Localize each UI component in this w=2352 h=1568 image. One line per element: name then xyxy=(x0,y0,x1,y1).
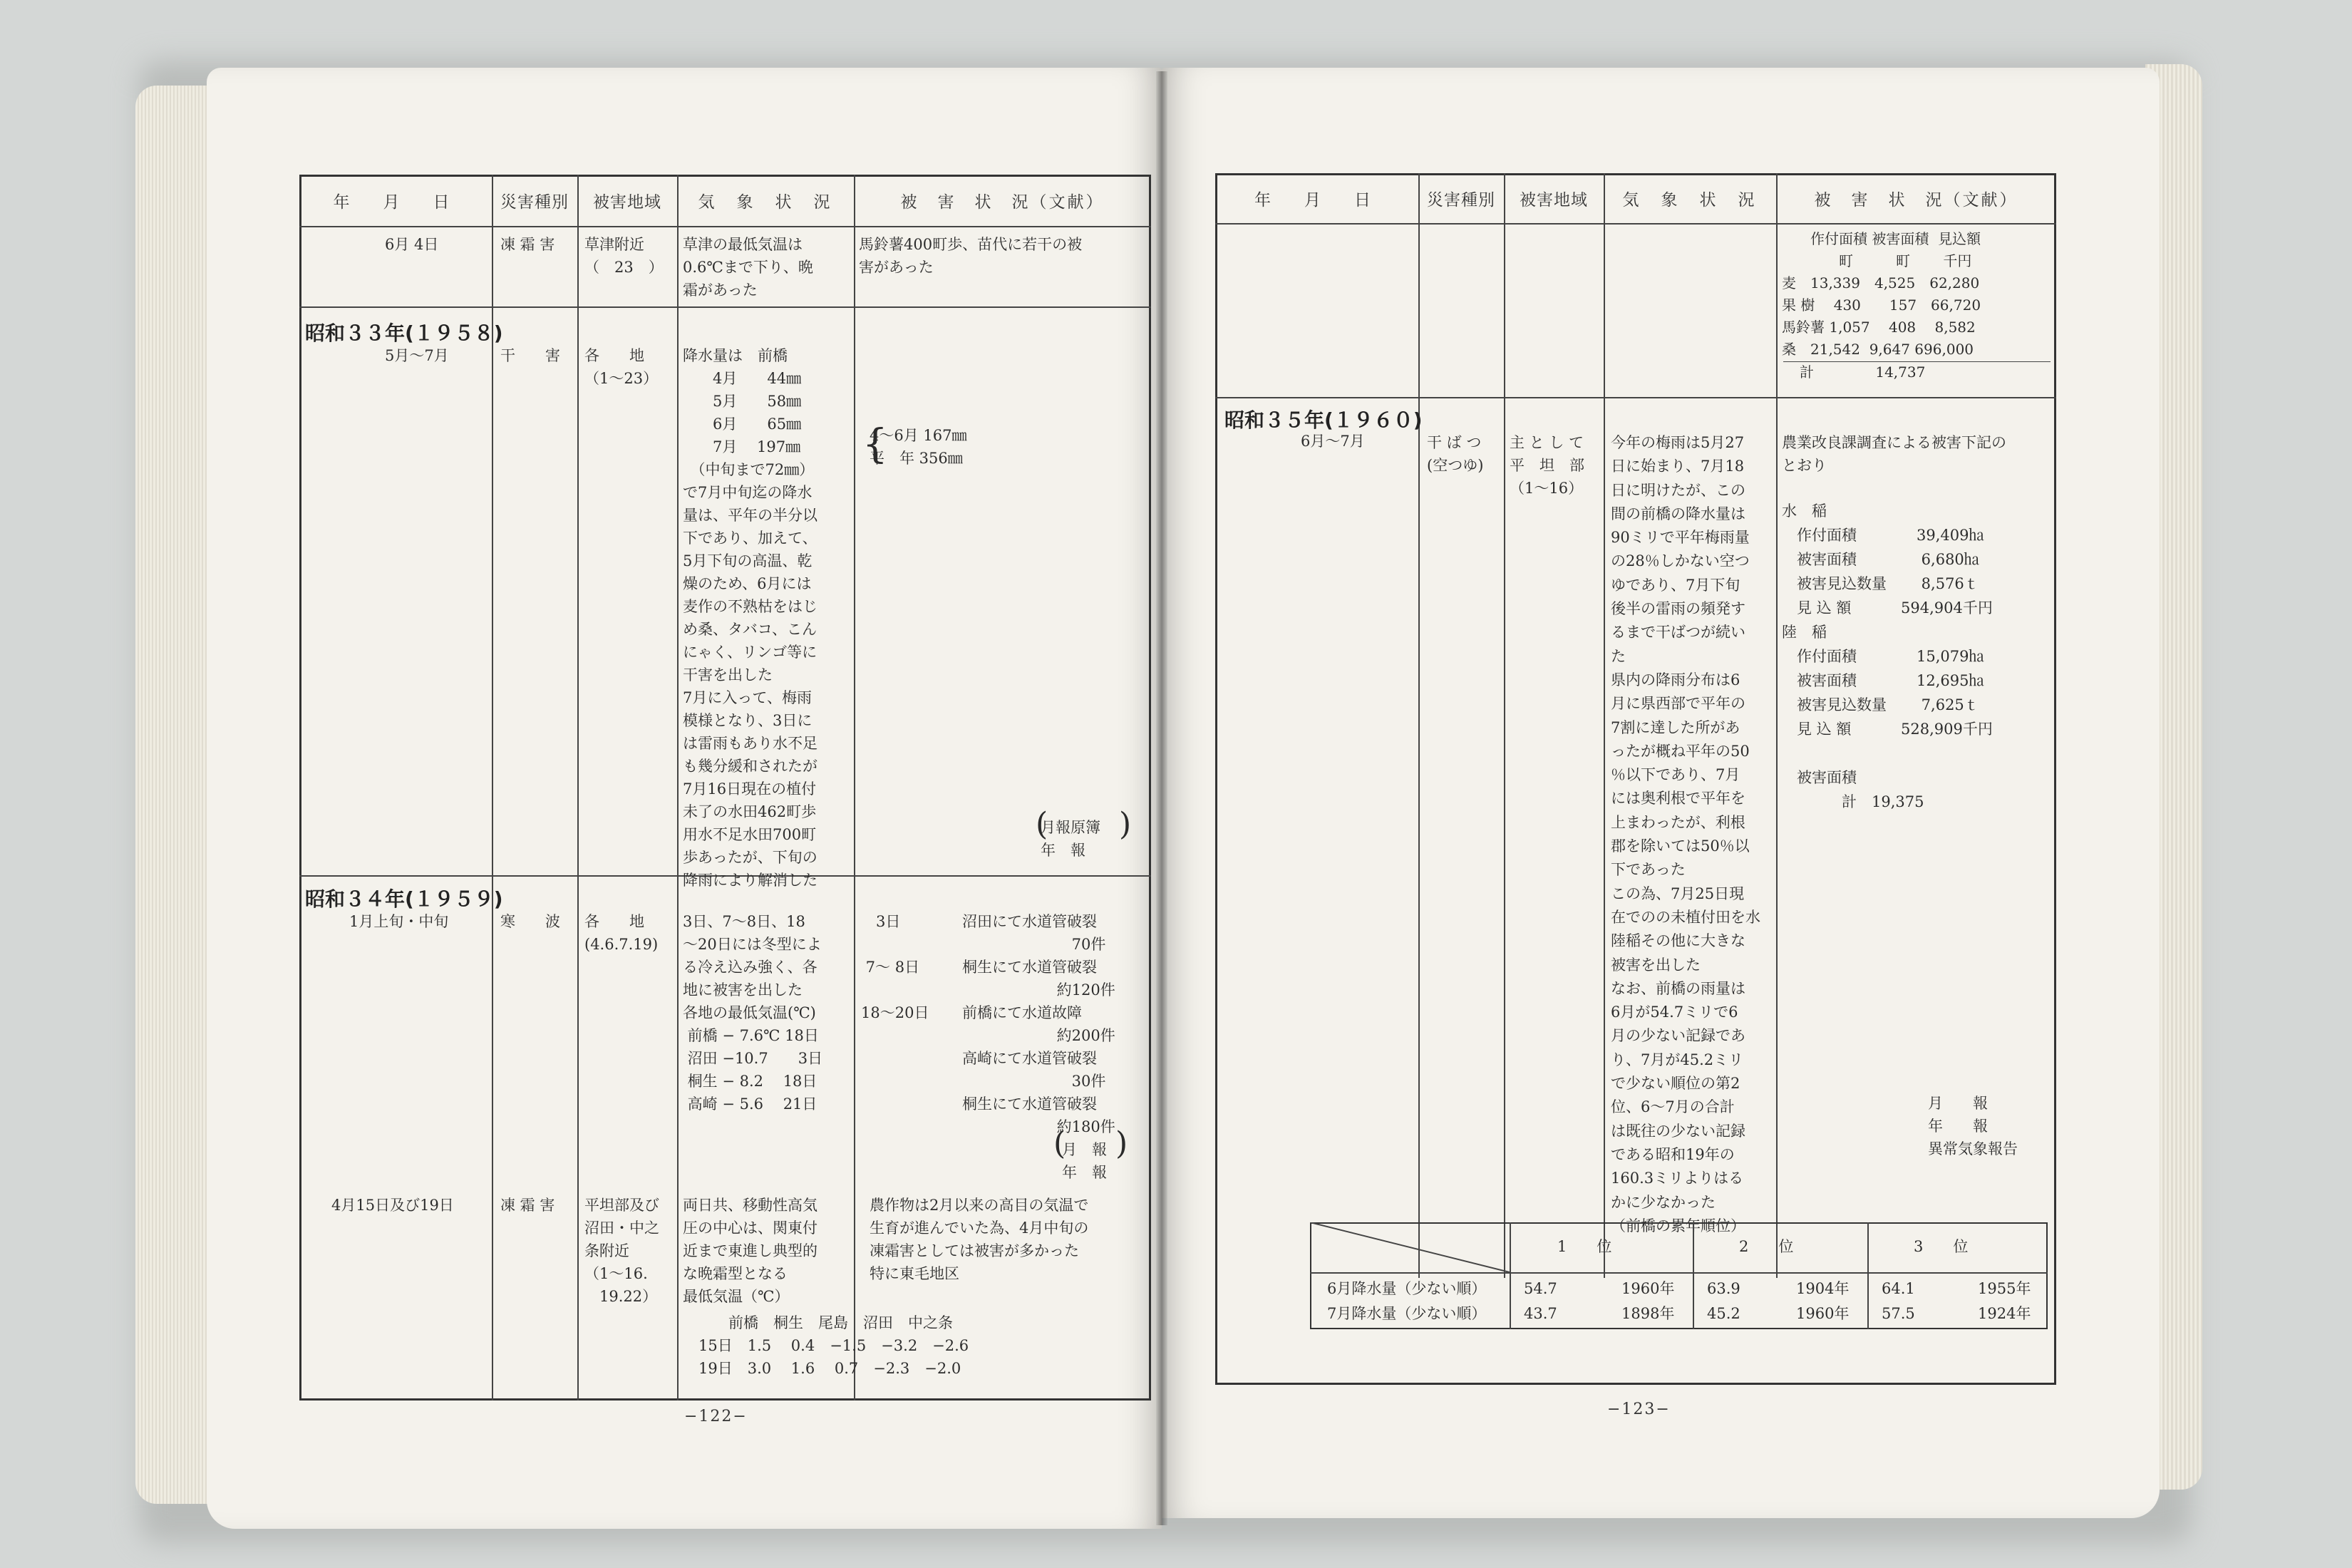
rank-row-2-cell: 1898年 xyxy=(1621,1305,1675,1322)
r3-damage: 沼田にて水道管破裂 70件 桐生にて水道管破裂 約120件 前橋にて水道故障 約200件 高崎にて水道管破裂 30件 桐生にて水道管破裂 約180件 xyxy=(962,913,1115,1135)
brace-icon: ) xyxy=(1119,806,1132,842)
header-area: 被害地域 xyxy=(593,193,661,212)
rank-row-2-cell: 43.7 xyxy=(1524,1305,1557,1322)
rr2-damage-intro: 農業改良課調査による被害下記の とおり xyxy=(1782,434,2006,474)
r4-type: 凍 霜 害 xyxy=(500,1197,555,1214)
rank-row-2-cell: 45.2 xyxy=(1707,1305,1740,1322)
header-weather: 気 象 状 況 xyxy=(698,193,833,212)
header-type-right: 災害種別 xyxy=(1427,191,1495,210)
r4-weather: 両日共、移動性高気 圧の中心は、関東付 近まで東進し典型的 な晩霜型となる 最低気温（℃） xyxy=(683,1197,817,1305)
rank-row-1-label: 6月降水量（少ない順） xyxy=(1327,1280,1487,1297)
page-edges-left xyxy=(135,86,214,1504)
r2-damage: 4～6月 167㎜ 平 年 356㎜ xyxy=(870,427,967,467)
r3-damage-dates: 3日 7～ 8日 18～20日 xyxy=(861,913,929,1021)
brace-icon: { xyxy=(862,421,888,468)
rank-row-1-cell: 1960年 xyxy=(1621,1280,1675,1297)
page-number-right: −123− xyxy=(1607,1401,1671,1418)
brace-icon: ( xyxy=(1053,1125,1066,1162)
r1-area: 草津附近 （ 23 ） xyxy=(584,236,664,276)
rank-header-3: 3 位 xyxy=(1914,1238,1969,1255)
r3-date: 1月上旬・中旬 xyxy=(349,913,449,930)
rank-header-2: 2 位 xyxy=(1739,1238,1794,1255)
rank-row-1-cell: 1904年 xyxy=(1796,1280,1850,1297)
rank-row-1-cell: 54.7 xyxy=(1524,1280,1557,1297)
r2-date: 5月～7月 xyxy=(385,347,449,364)
r2-weather-b: で7月中旬迄の降水 量は、平年の半分以 下であり、加えて、 5月下旬の高温、乾 燥のため、6月には 麦作の不熟枯をはじ め桑、タバコ、こん にゃく、リンゴ等に 干害を出した 7月に入って、梅雨 模様となり、3日に は雷雨もあり水不足 も幾分緩和されたが 7月16日現在の植付 未了の水田462町歩 用水不足水田700町 歩あったが、下旬の 降雨により解消した xyxy=(683,484,817,889)
page-number-left: −122− xyxy=(684,1408,748,1425)
r1-damage: 馬鈴薯400町歩、苗代に若干の被 害があった xyxy=(859,236,1083,276)
rank-row-1-cell: 63.9 xyxy=(1707,1280,1740,1297)
rank-row-1-cell: 1955年 xyxy=(1978,1280,2031,1297)
rr2-weather: 今年の梅雨は5月27 日に始まり、7月18 日に明けたが、この 間の前橋の降水量は 90ミリで平年梅雨量 の28％しかない空つ ゆであり、7月下旬 後半の雷雨の頻発す るまで干ばつが続い た 県内の降雨分布は6 月に県西部で平年の 7割に達した所があ ったが概ね平年の50 ％以下であり、7月 には奥利根で平年を 上まわったが、利根 郡を除いては50％以 下であった この為、7月25日現 在でのの未植付田を水 陸稲その他に大きな 被害を出した なお、前橋の雨量は 6月が54.7ミリで6 月の少ない記録であ り、7月が45.2ミリ で少ない順位の第2 位、6～7月の合計 は既往の少ない記録 である昭和19年の 160.3ミリよりはる かに少なかった （前橋の累年順位） xyxy=(1611,434,1760,1234)
rr2-area: 主 と し て 平 坦 部 （1～16） xyxy=(1510,434,1584,497)
r4-date: 4月15日及び19日 xyxy=(331,1197,454,1214)
right-page xyxy=(1162,68,2160,1518)
header-damage-right: 被 害 状 況（文献） xyxy=(1814,191,2018,210)
r3-type: 寒 波 xyxy=(500,913,560,930)
rr2-year: 昭和３５年(１９６０) xyxy=(1224,408,1423,432)
rank-row-2-label: 7月降水量（少ない順） xyxy=(1327,1305,1487,1322)
rr1-total: 計 14,737 xyxy=(1800,363,1926,381)
header-date: 年 月 日 xyxy=(333,193,458,212)
r1-weather: 草津の最低気温は 0.6℃まで下り、晩 霜があった xyxy=(683,236,813,299)
rank-row-2-cell: 1960年 xyxy=(1796,1305,1850,1322)
r3-weather: 3日、7～8日、18 ～20日には冬型によ る冷え込み強く、各 地に被害を出した 各地の最低気温(℃) 前橋 − 7.6℃ 18日 沼田 −10.7 3日 桐生 − 8.2 18日 高崎 − 5.6 21日 xyxy=(683,913,823,1113)
rr2-damage: 水 稲 作付面積 39,409㏊ 被害面積 6,680㏊ 被害見込数量 8,576ｔ 見 込 額 594,904千円 陸 稲 作付面積 15,079㏊ 被害面積 12,695㏊ 被害見込数量 7,625ｔ 見 込 額 528,909千円 被害面積 計 19,375 xyxy=(1782,502,1993,810)
r2-area: 各 地 （1～23） xyxy=(584,347,659,387)
header-weather-right: 気 象 状 況 xyxy=(1622,191,1758,210)
r1-date: 6月 4日 xyxy=(385,236,439,253)
rank-row-2-cell: 57.5 xyxy=(1882,1305,1915,1322)
rr2-date: 6月～7月 xyxy=(1301,433,1365,450)
rank-row-2-cell: 1924年 xyxy=(1978,1305,2031,1322)
r2-year: 昭和３３年(１９５８) xyxy=(305,321,503,345)
r4-temps: 前橋 桐生 尾島 沼田 中之条 15日 1.5 0.4 −1.5 −3.2 −2.6 19日 3.0 1.6 0.7 −2.3 −2.0 xyxy=(698,1314,969,1377)
rank-row-1-cell: 64.1 xyxy=(1882,1280,1915,1297)
r2-source: 月報原簿 年 報 xyxy=(1041,819,1100,859)
header-type: 災害種別 xyxy=(500,193,569,212)
rr2-source: 月 報 年 報 異常気象報告 xyxy=(1928,1095,2018,1157)
rank-header-1: 1 位 xyxy=(1557,1238,1612,1255)
header-date-right: 年 月 日 xyxy=(1254,191,1379,210)
r4-damage: 農作物は2月以来の高目の気温で 生育が進んでいた為、4月中旬の 凍霜害としては被害が多かった 特に東毛地区 xyxy=(870,1197,1089,1282)
brace-icon: ( xyxy=(1036,806,1048,842)
r3-source: 月 報 年 報 xyxy=(1062,1141,1107,1181)
header-area-right: 被害地域 xyxy=(1520,191,1588,210)
rr1-damage: 作付面積 被害面積 見込額 町 町 千円 麦 13,339 4,525 62,280 果 樹 430 157 66,720 馬鈴薯 1,057 408 8,582 桑 21,542 9,647 696,000 xyxy=(1782,230,1981,358)
r2-weather-a: 降水量は 前橋 4月 44㎜ 5月 58㎜ 6月 65㎜ 7月 197㎜ （中旬まで72㎜） xyxy=(683,347,815,478)
header-damage: 被 害 状 況（文献） xyxy=(900,193,1105,212)
r1-type: 凍 霜 害 xyxy=(500,236,555,253)
brace-icon: ) xyxy=(1115,1125,1128,1162)
r3-area: 各 地 (4.6.7.19) xyxy=(584,913,659,953)
rank-table-diagonal xyxy=(1310,1222,1510,1272)
r2-type: 干 害 xyxy=(500,347,560,364)
book-gutter xyxy=(1156,71,1167,1525)
left-page xyxy=(207,68,1162,1529)
r4-area: 平坦部及び 沼田・中之 条附近 （1～16. 19.22） xyxy=(584,1197,659,1305)
r3-year: 昭和３４年(１９５９) xyxy=(305,887,503,911)
rr2-type: 干 ば つ (空つゆ) xyxy=(1427,434,1484,474)
